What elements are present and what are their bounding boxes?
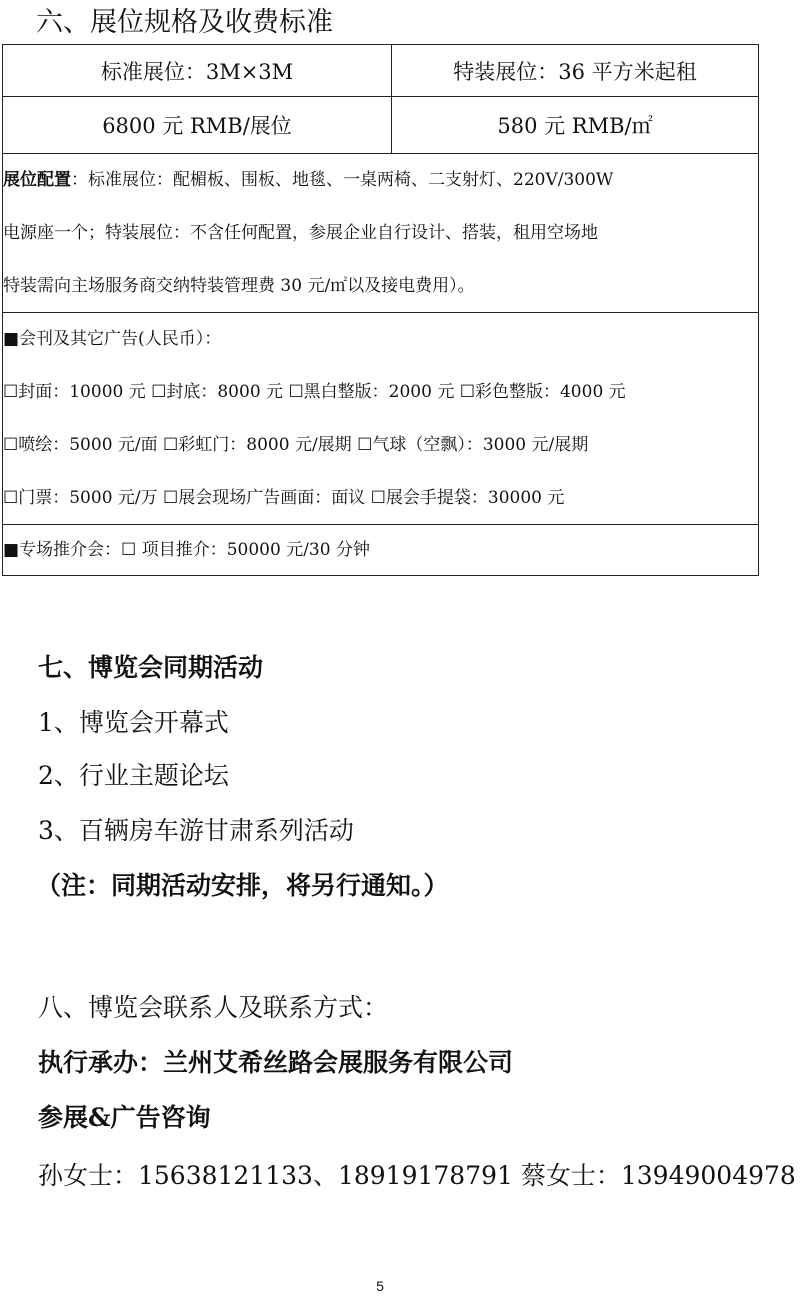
activity-item: 2、行业主题论坛 bbox=[38, 761, 229, 790]
config-line bbox=[3, 154, 758, 207]
activity-item: 3、百辆房车游甘肃系列活动 bbox=[38, 816, 354, 845]
page-number: 5 bbox=[376, 1278, 384, 1294]
promo-row bbox=[3, 525, 759, 576]
booth-config-cell bbox=[3, 154, 759, 313]
section-6-title: 六、展位规格及收费标准 bbox=[36, 7, 333, 38]
booth-price-row bbox=[3, 97, 759, 154]
booth-config-row bbox=[3, 154, 759, 313]
config-line: 特装需向主场服务商交纳特装管理费 30 元/㎡以及接电费用）。 bbox=[3, 276, 475, 296]
standard-price-cell: 6800 元 RMB/展位 bbox=[3, 97, 392, 154]
activity-item: 1、博览会开幕式 bbox=[38, 708, 229, 737]
advertising-row bbox=[3, 313, 759, 525]
contacts-line: 孙女士：15638121133、18919178791 蔡女士：13949004978 bbox=[38, 1161, 796, 1190]
config-text: ：标准展位：配楣板、围板、地毯、一桌两椅、二支射灯、220V/300W bbox=[71, 170, 614, 190]
organizer-line: 执行承办：兰州艾希丝路会展服务有限公司 bbox=[38, 1048, 514, 1077]
ad-line: ☐喷绘：5000 元/面 ☐彩虹门：8000 元/展期 ☐气球（空飘）：3000 元/展期 bbox=[3, 435, 589, 455]
promo-cell bbox=[3, 525, 759, 576]
special-booth-cell: 特装展位：36 平方米起租 bbox=[392, 45, 759, 97]
advertising-cell bbox=[3, 313, 759, 525]
ad-header: ■会刊及其它广告(人民币）： bbox=[3, 329, 222, 349]
booth-size-row bbox=[3, 45, 759, 97]
section-8-title: 八、博览会联系人及联系方式： bbox=[38, 993, 389, 1022]
config-label: 展位配置 bbox=[3, 170, 71, 190]
consult-line: 参展&广告咨询 bbox=[38, 1103, 211, 1132]
section-7-title: 七、博览会同期活动 bbox=[38, 653, 264, 682]
standard-booth-cell: 标准展位：3M×3M bbox=[3, 45, 392, 97]
fee-table bbox=[2, 44, 759, 576]
config-line: 电源座一个；特装展位：不含任何配置，参展企业自行设计、搭装，租用空场地 bbox=[3, 223, 598, 243]
activity-note: （注：同期活动安排，将另行通知。） bbox=[36, 871, 449, 900]
ad-line: ☐封面：10000 元 ☐封底：8000 元 ☐黑白整版：2000 元 ☐彩色整版：4000 元 bbox=[3, 382, 626, 402]
special-price-cell: 580 元 RMB/㎡ bbox=[392, 97, 759, 154]
ad-line: ☐门票：5000 元/万 ☐展会现场广告画面：面议 ☐展会手提袋：30000 元 bbox=[3, 488, 565, 508]
promo-line: ■专场推介会：☐ 项目推介：50000 元/30 分钟 bbox=[3, 540, 370, 560]
